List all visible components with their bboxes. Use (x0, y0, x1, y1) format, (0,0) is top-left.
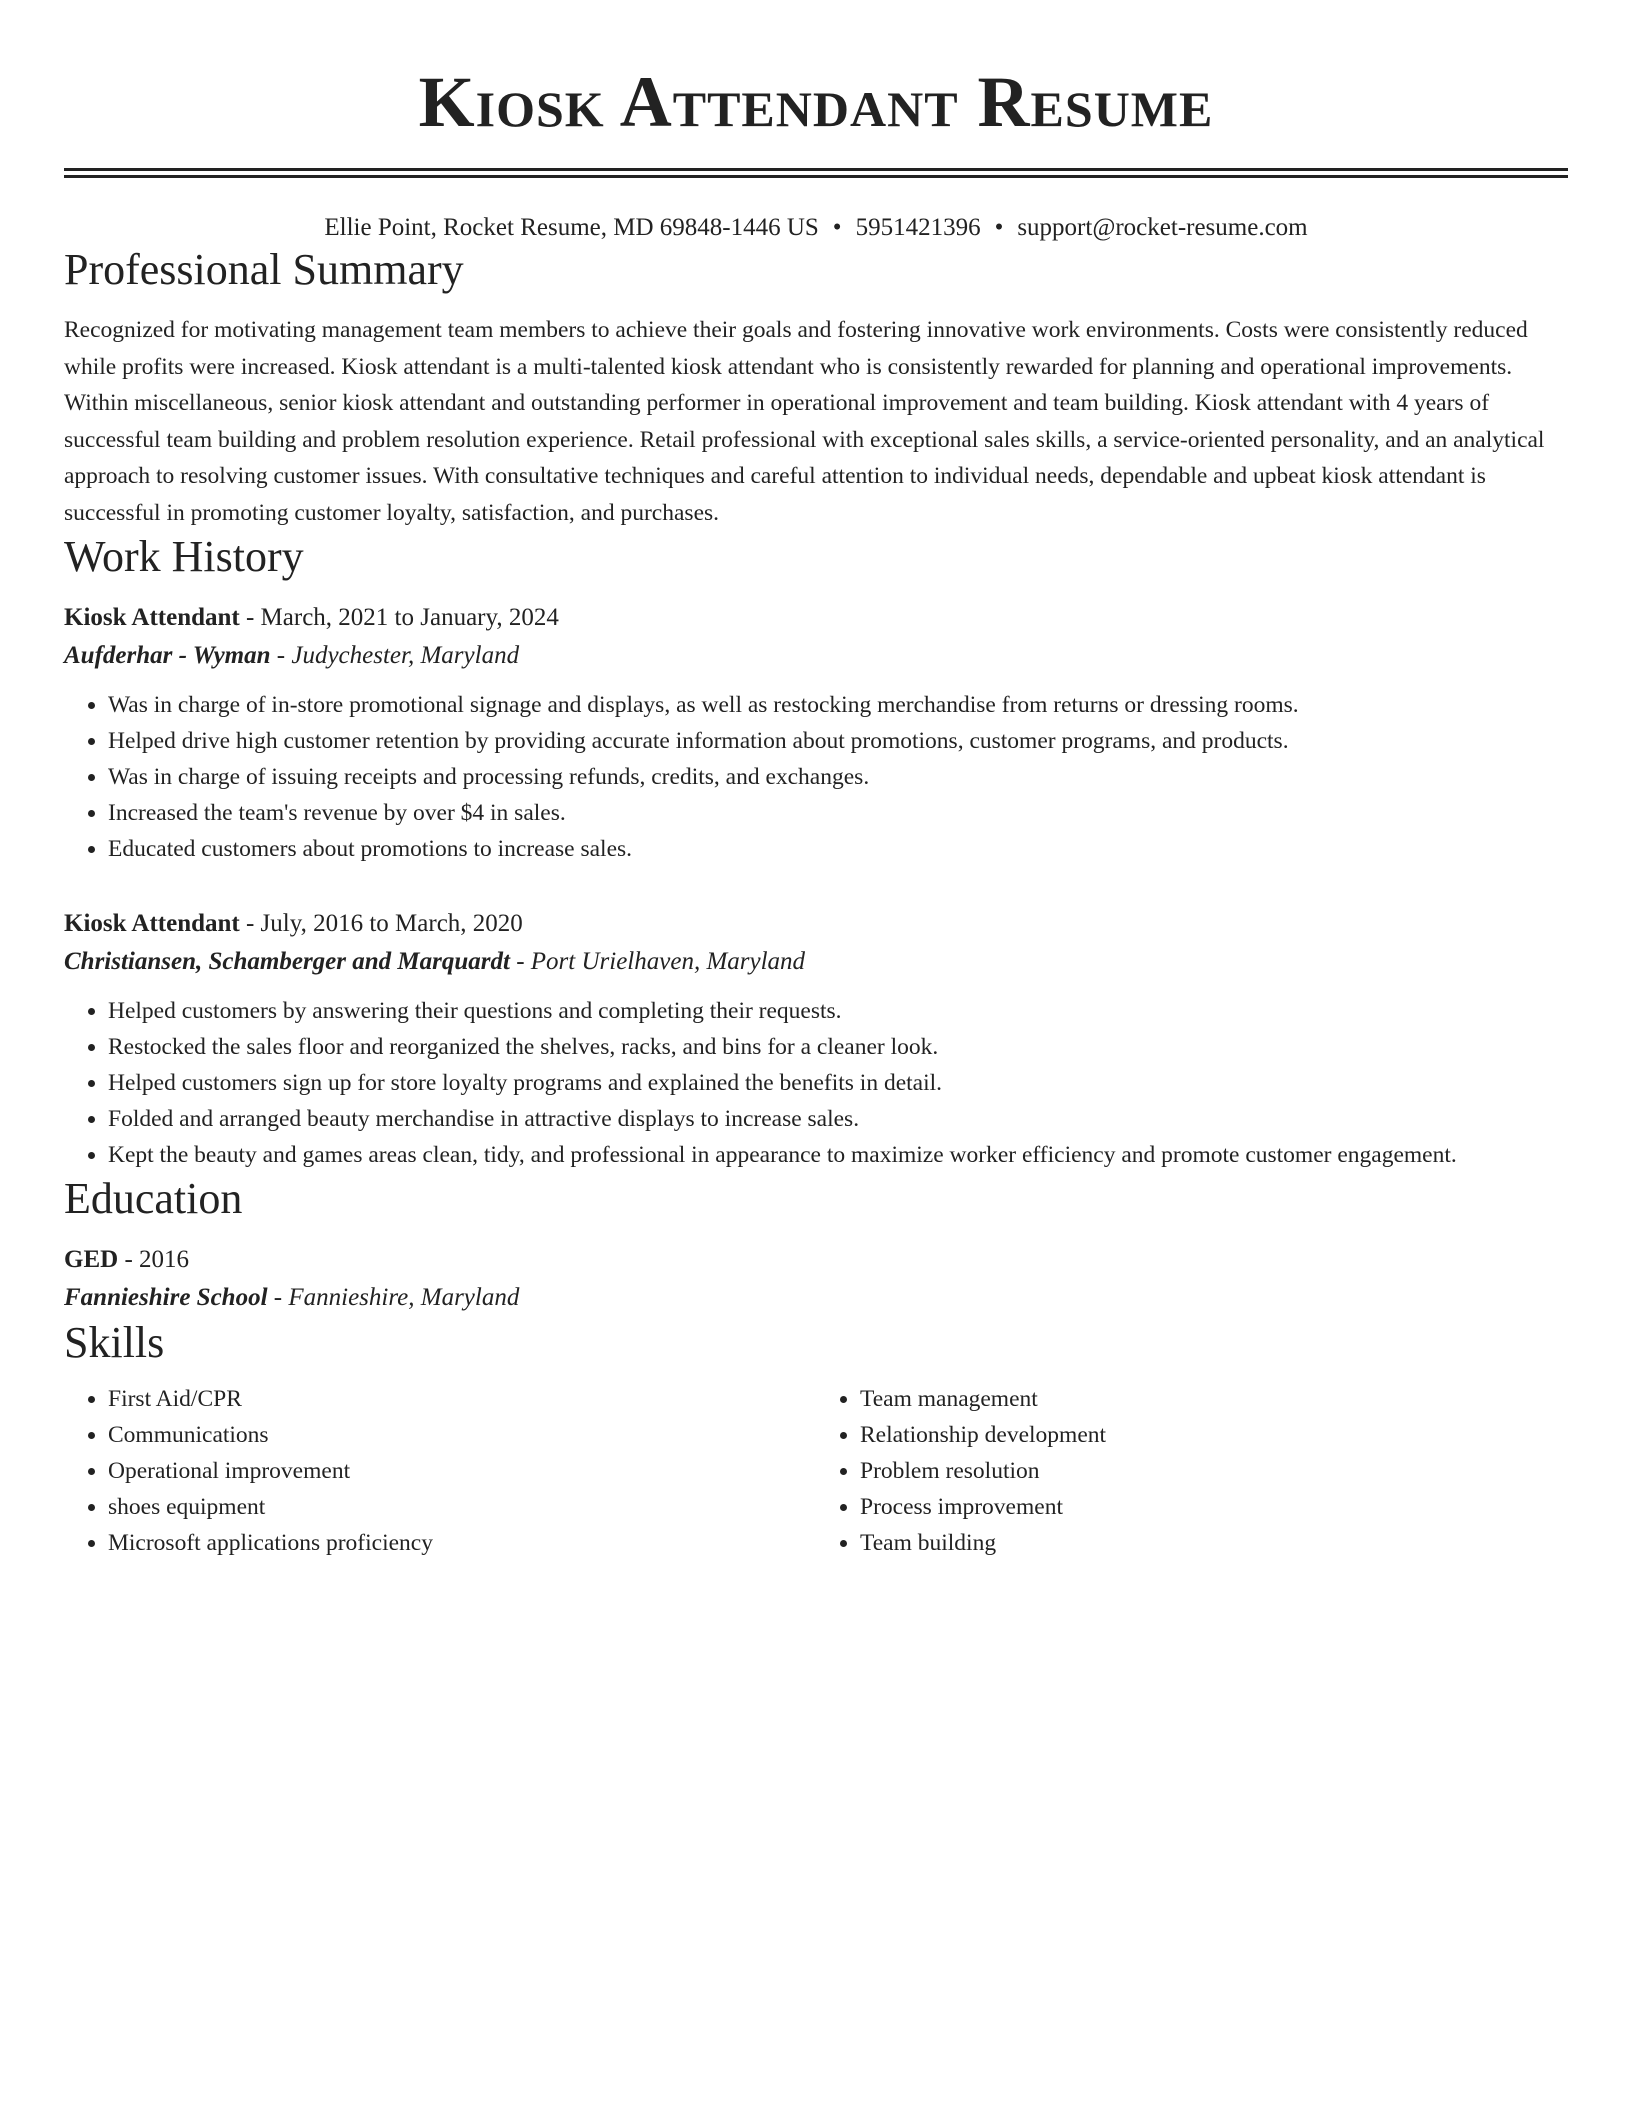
list-item: • Restocked the sales floor and reorganized the shelves, racks, and bins for a cleaner look. (108, 1029, 1568, 1065)
list-item: • Was in charge of in-store promotional signage and displays, as well as restocking merchandise from returns or dressing rooms. (108, 687, 1568, 723)
summary-text: Recognized for motivating management team members to achieve their goals and fostering innovative work environments. Costs were consistently reduced while profits were increased. Kiosk attendant is a multi-talented kiosk attendant who is consistently rewarded for planning and operational improvements. Within miscellaneous, senior kiosk attendant and outstanding performer in operational improvement and team building. Kiosk attendant with 4 years of successful team building and problem resolution experience. Retail professional with exceptional sales skills, a service-oriented personality, and an analytical approach to resolving customer issues. With consultative techniques and careful attention to individual needs, dependable and upbeat kiosk attendant is successful in promoting customer loyalty, satisfaction, and purchases. (64, 317, 1545, 526)
job-entry-2 (64, 905, 1568, 1173)
skills-list-right (816, 1381, 1568, 1561)
job-title-line (64, 599, 1568, 637)
contact-separator: • (832, 214, 842, 241)
job-location: - Port Urielhaven, Maryland (509, 948, 806, 975)
skills-columns (64, 1381, 1568, 1561)
school-location: - Fannieshire, Maryland (267, 1284, 520, 1311)
degree-year: - 2016 (118, 1246, 190, 1273)
degree-line (64, 1241, 1568, 1279)
list-item: • Helped drive high customer retention by providing accurate information about promotions, customer programs, and products. (108, 723, 1568, 759)
degree-name: GED (64, 1246, 119, 1273)
skill-item: • Team building (860, 1525, 1568, 1561)
skill-item: • Communications (108, 1417, 816, 1453)
school-name: Fannieshire School (64, 1284, 268, 1311)
job-title: Kiosk Attendant (64, 910, 240, 937)
list-item: • Was in charge of issuing receipts and processing refunds, credits, and exchanges. (108, 759, 1568, 795)
skill-item: • shoes equipment (108, 1489, 816, 1525)
education-entry (64, 1241, 1568, 1317)
contact-phone: 5951421396 (855, 214, 981, 241)
skill-item: • Team management (860, 1381, 1568, 1417)
resume-title: Kiosk Attendant Resume (418, 62, 1214, 142)
job-company: Aufderhar - Wyman (64, 642, 271, 669)
skill-item: • Relationship development (860, 1417, 1568, 1453)
skills-heading: Skills (64, 1318, 165, 1367)
job-company-line (64, 637, 1568, 675)
summary-heading: Professional Summary (64, 245, 464, 294)
contact-address: Ellie Point, Rocket Resume, MD 69848-1446 US (324, 214, 819, 241)
skill-item: • Microsoft applications proficiency (108, 1525, 816, 1561)
skill-item: • Process improvement (860, 1489, 1568, 1525)
list-item: • Helped customers by answering their questions and completing their requests. (108, 993, 1568, 1029)
job-location: - Judychester, Maryland (270, 642, 520, 669)
work-history-heading: Work History (64, 532, 304, 581)
skill-item: • Problem resolution (860, 1453, 1568, 1489)
skills-list-left (64, 1381, 816, 1561)
title-double-rule (64, 168, 1568, 178)
job-dates: - March, 2021 to January, 2024 (239, 604, 559, 631)
job-duties-list (64, 687, 1568, 867)
skill-item: • First Aid/CPR (108, 1381, 816, 1417)
job-dates: - July, 2016 to March, 2020 (239, 910, 523, 937)
list-item: • Folded and arranged beauty merchandise in attractive displays to increase sales. (108, 1101, 1568, 1137)
job-company: Christiansen, Schamberger and Marquardt (64, 948, 510, 975)
job-title: Kiosk Attendant (64, 604, 240, 631)
job-entry-1 (64, 599, 1568, 867)
education-heading: Education (64, 1174, 243, 1223)
list-item: • Increased the team's revenue by over $4 in sales. (108, 795, 1568, 831)
contact-email: support@rocket-resume.com (1017, 214, 1308, 241)
skill-item: • Operational improvement (108, 1453, 816, 1489)
contact-separator: • (994, 214, 1004, 241)
contact-line (64, 212, 1568, 244)
list-item: • Educated customers about promotions to increase sales. (108, 831, 1568, 867)
list-item: • Helped customers sign up for store loyalty programs and explained the benefits in detail. (108, 1065, 1568, 1101)
list-item: • Kept the beauty and games areas clean, tidy, and professional in appearance to maximize worker efficiency and promote customer engagement. (108, 1137, 1568, 1173)
job-title-line (64, 905, 1568, 943)
school-line (64, 1279, 1568, 1317)
job-company-line (64, 943, 1568, 981)
job-duties-list (64, 993, 1568, 1173)
